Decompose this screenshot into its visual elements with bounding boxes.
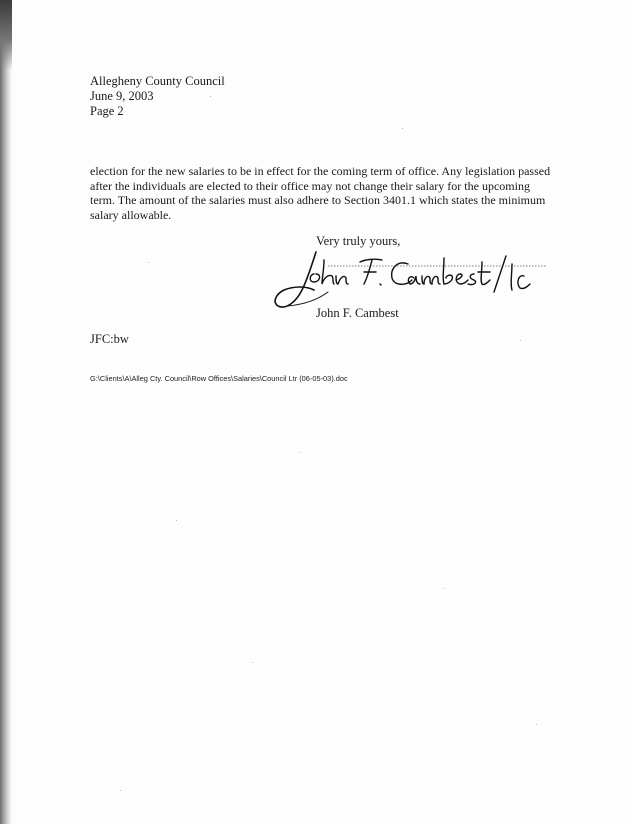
signer-name: John F. Cambest	[316, 306, 399, 320]
letter-body	[90, 164, 580, 222]
scan-speck	[210, 96, 211, 97]
scan-speck	[120, 790, 121, 791]
closing-salutation: Very truly yours,	[316, 234, 401, 248]
body-line-4: salary allowable.	[90, 207, 172, 222]
recipient-line: Allegheny County Council	[90, 74, 225, 88]
scan-shadow-edge	[0, 0, 12, 824]
body-line-2: after the individuals are elected to their office may not change their salary for the upcoming	[90, 178, 530, 193]
scan-speck	[148, 262, 149, 263]
scan-speck	[520, 340, 521, 341]
scan-speck	[300, 452, 301, 453]
scan-shadow-corner	[0, 0, 12, 70]
scan-speck	[176, 520, 177, 521]
page-number-line: Page 2	[90, 104, 124, 118]
scan-speck	[402, 128, 403, 129]
body-line-1: election for the new salaries to be in effect for the coming term of office. Any legislation passed	[90, 164, 551, 178]
typist-initials: JFC:bw	[90, 332, 129, 346]
date-line: June 9, 2003	[90, 89, 154, 103]
handwritten-signature	[268, 244, 568, 318]
scan-speck	[536, 724, 537, 725]
letter-header	[90, 74, 225, 119]
scan-speck	[444, 588, 445, 589]
document-file-path: G:\Clients\A\Alleg Cty. Council\Row Offices\Salaries\Council Ltr (06-05-03).doc	[90, 374, 348, 383]
scan-speck	[252, 662, 253, 663]
body-line-3: term. The amount of the salaries must also adhere to Section 3401.1 which states the minimum	[90, 193, 546, 208]
